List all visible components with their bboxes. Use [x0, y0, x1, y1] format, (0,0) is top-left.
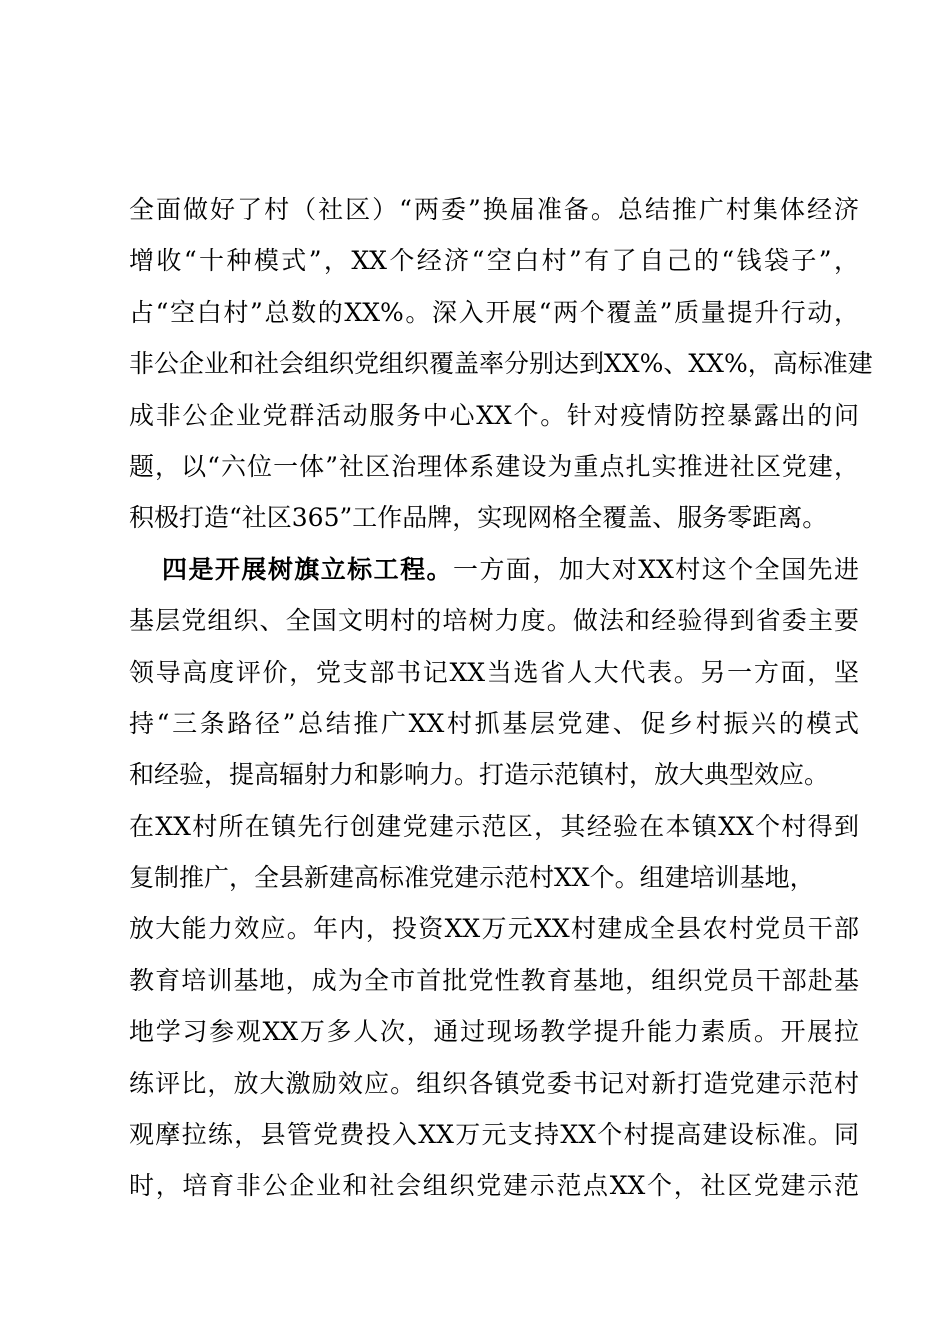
text-line: 观摩拉练，县管党费投入XX万元支持XX个村提高建设标准。同: [129, 1120, 859, 1150]
text-line: 复制推广，全县新建高标准党建示范村XX个。组建培训基地，: [129, 863, 815, 893]
paragraph-first-line: [129, 544, 859, 595]
text-line: 基层党组织、全国文明村的培树力度。做法和经验得到省委主要: [129, 606, 859, 636]
text-line: 持“三条路径”总结推广XX村抓基层党建、促乡村振兴的模式: [129, 708, 859, 738]
text-line: 占“空白村”总数的XX%。深入开展“两个覆盖”质量提升行动，: [129, 297, 859, 327]
text-line: 非公企业和社会组织党组织覆盖率分别达到XX%、XX%，高标准建: [129, 349, 873, 379]
text-line: 地学习参观XX万多人次，通过现场教学提升能力素质。开展拉: [129, 1017, 859, 1047]
text-line: 时，培育非公企业和社会组织党建示范点XX个，社区党建示范: [129, 1171, 859, 1201]
text-line: 练评比，放大激励效应。组织各镇党委书记对新打造党建示范村: [129, 1068, 859, 1098]
paragraph-1: [129, 184, 873, 544]
text-line: 在XX村所在镇先行创建党建示范区，其经验在本镇XX个村得到: [129, 811, 859, 841]
paragraph-heading: 四是开展树旗立标工程。: [162, 554, 454, 584]
text-line: 全面做好了村（社区）“两委”换届准备。总结推广村集体经济: [129, 195, 859, 224]
text-line: 教育培训基地，成为全市首批党性教育基地，组织党员干部赴基: [129, 965, 859, 995]
text-line: 和经验，提高辐射力和影响力。打造示范镇村，放大典型效应。: [129, 760, 830, 790]
text-line: 增收“十种模式”，XX个经济“空白村”有了自己的“钱袋子”，: [129, 246, 859, 276]
document-body: [129, 184, 873, 1212]
paragraph-2: [129, 544, 859, 1212]
text-line: 放大能力效应。年内，投资XX万元XX村建成全县农村党员干部: [129, 914, 859, 944]
text-line: 积极打造“社区365”工作品牌，实现网格全覆盖、服务零距离。: [129, 503, 828, 533]
paragraph-first-line-text: 一方面，加大对XX村这个全国先进: [453, 554, 859, 584]
text-line: 领导高度评价，党支部书记XX当选省人大代表。另一方面，坚: [129, 657, 859, 687]
text-line: 题，以“六位一体”社区治理体系建设为重点扎实推进社区党建，: [129, 451, 859, 481]
text-line: 成非公企业党群活动服务中心XX个。针对疫情防控暴露出的问: [129, 400, 859, 430]
